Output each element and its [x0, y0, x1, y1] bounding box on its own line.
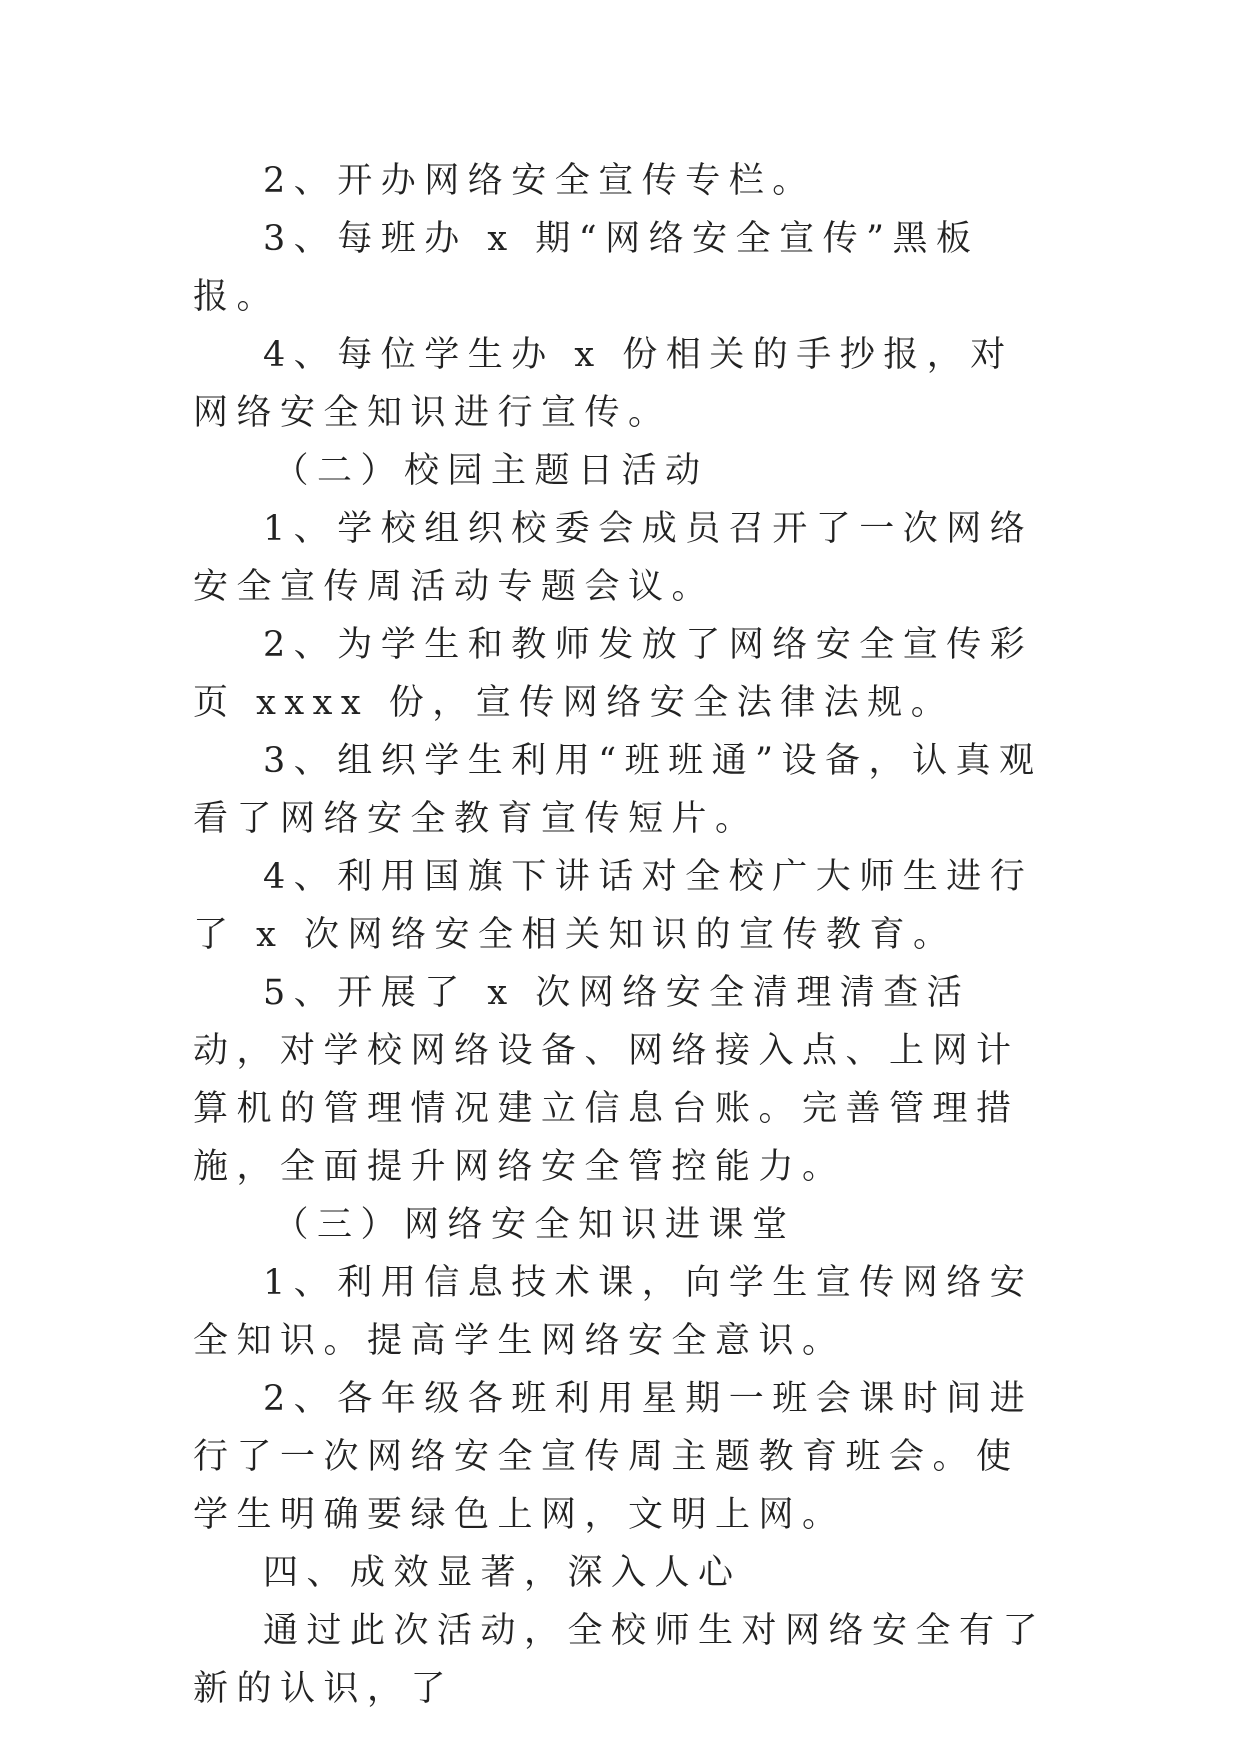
paragraph-6: 3、组织学生利用“班班通”设备，认真观看了网络安全教育宣传短片。 — [193, 741, 1043, 839]
paragraph-11: 通过此次活动，全校师生对网络安全有了新的认识，了 — [193, 1611, 1047, 1709]
paragraph-9: 1、利用信息技术课，向学生宣传网络安全知识。提高学生网络安全意识。 — [193, 1263, 1034, 1361]
paragraph-10: 2、各年级各班利用星期一班会课时间进行了一次网络安全宣传周主题教育班会。使学生明确要绿色上网，文明上网。 — [193, 1379, 1034, 1535]
section-heading-4: 四、成效显著，深入人心 — [263, 1553, 742, 1593]
section-heading-2: （二）校园主题日活动 — [273, 451, 709, 491]
paragraph-8: 5、开展了 x 次网络安全清理清查活动，对学校网络设备、网络接入点、上网计算机的管理情况建立信息台账。完善管理措施，全面提升网络安全管控能力。 — [193, 973, 1020, 1187]
document-body — [193, 152, 1053, 1718]
paragraph-5: 2、为学生和教师发放了网络安全宣传彩页 xxxx 份，宣传网络安全法律法规。 — [193, 625, 1034, 723]
section-heading-3: （三）网络安全知识进课堂 — [273, 1205, 796, 1245]
paragraph-7: 4、利用国旗下讲话对全校广大师生进行了 x 次网络安全相关知识的宣传教育。 — [193, 857, 1034, 955]
paragraph-1: 2、开办网络安全宣传专栏。 — [263, 161, 816, 201]
paragraph-3: 4、每位学生办 x 份相关的手抄报，对网络安全知识进行宣传。 — [193, 335, 1014, 433]
paragraph-2: 3、每班办 x 期“网络安全宣传”黑板报。 — [193, 219, 980, 317]
paragraph-4: 1、学校组织校委会成员召开了一次网络安全宣传周活动专题会议。 — [193, 509, 1034, 607]
